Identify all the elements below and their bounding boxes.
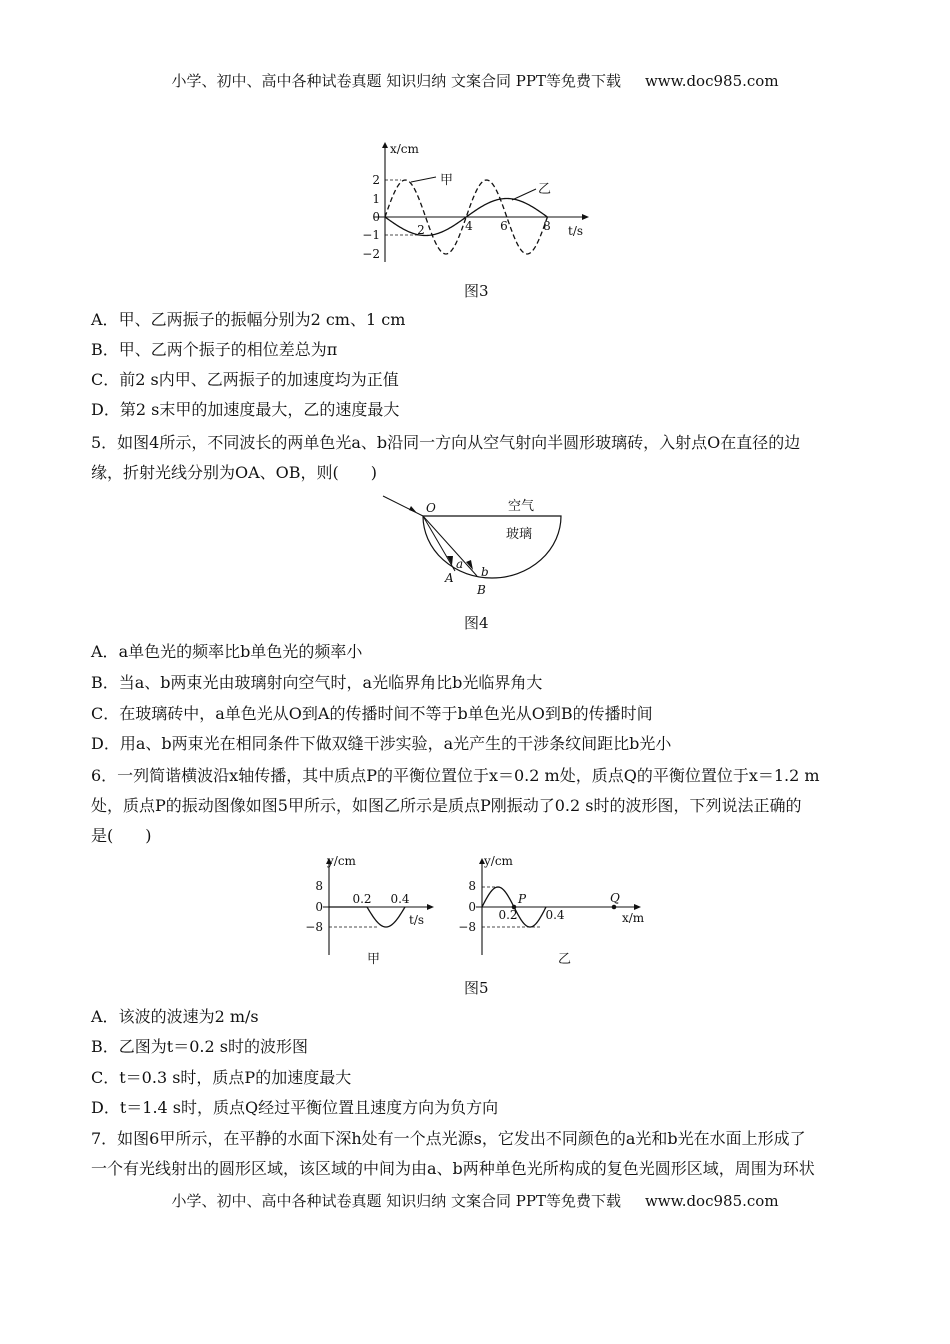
fig5l-x-label: t/s	[409, 913, 425, 927]
fig3-ytick-neg1: −1	[362, 228, 380, 242]
footer-text: 小学、初中、高中各种试卷真题 知识归纳 文案合同 PPT等免费下载	[171, 1192, 621, 1210]
fig5r-ytick-8: 8	[468, 879, 476, 893]
figure-3-caption: 图3	[464, 282, 489, 300]
fig5l-y-label: y/cm	[327, 854, 356, 868]
q6-option-c[interactable]: C．t＝0.3 s时，质点P的加速度最大	[91, 1068, 352, 1087]
fig5l-curve	[329, 907, 405, 927]
q4-option-b[interactable]: B．甲、乙两个振子的相位差总为π	[91, 340, 338, 359]
figure-3-chart	[360, 142, 600, 267]
fig5l-xtick-0.4: 0.4	[390, 892, 410, 906]
fig5l-ytick-8: 8	[315, 879, 323, 893]
q5-option-b[interactable]: B．当a、b两束光由玻璃射向空气时，a光临界角比b光临界角大	[91, 673, 543, 692]
fig3-xtick-2: 2	[417, 223, 425, 237]
fig3-jia-leader	[411, 177, 436, 182]
fig3-y-arrow	[382, 142, 388, 148]
fig3-xtick-4: 4	[465, 219, 473, 233]
q4-option-c[interactable]: C．前2 s内甲、乙两振子的加速度均为正值	[91, 370, 399, 389]
header-text: 小学、初中、高中各种试卷真题 知识归纳 文案合同 PPT等免费下载	[171, 72, 621, 90]
fig4-label-b: b	[481, 565, 489, 579]
fig3-x-arrow	[582, 214, 589, 220]
fig4-label-air: 空气	[508, 499, 535, 514]
fig5r-ytick-neg8: −8	[458, 920, 476, 934]
fig4-semicircle	[423, 516, 561, 578]
q5-option-a[interactable]: A．a单色光的频率比b单色光的频率小	[91, 642, 363, 661]
figure-4-caption: 图4	[464, 614, 489, 632]
fig4-label-o: O	[426, 501, 436, 515]
fig3-xtick-6: 6	[500, 219, 508, 233]
fig5l-ytick-0: 0	[315, 900, 323, 914]
fig3-ytick-0: 0	[372, 210, 380, 224]
q4-option-a[interactable]: A．甲、乙两振子的振幅分别为2 cm、1 cm	[91, 310, 406, 329]
fig3-yi-leader	[512, 189, 536, 200]
fig4-label-B: B	[477, 583, 486, 597]
q5-option-d[interactable]: D．用a、b两束光在相同条件下做双缝干涉实验，a光产生的干涉条纹间距比b光小	[91, 734, 672, 753]
q6-stem-line2: 处，质点P的振动图像如图5甲所示，如图乙所示是质点P刚振动了0.2 s时的波形图，下列说法正确的	[91, 796, 802, 815]
figure-5-right-chart	[458, 854, 652, 970]
q7-stem-line1: 7．如图6甲所示，在平静的水面下深h处有一个点光源s，它发出不同颜色的a光和b光在水面上形成了	[91, 1129, 806, 1148]
page-header	[0, 70, 950, 91]
figure-4-diagram	[375, 490, 575, 600]
fig5r-xtick-0.4: 0.4	[545, 908, 565, 922]
fig4-label-A: A	[445, 571, 454, 585]
q4-option-d[interactable]: D．第2 s末甲的加速度最大，乙的速度最大	[91, 400, 400, 419]
q6-stem-line1: 6．一列简谐横波沿x轴传播，其中质点P的平衡位置位于x＝0.2 m处，质点Q的平衡位置位于x＝1.2 m	[91, 766, 820, 785]
footer-url: www.doc985.com	[644, 1192, 779, 1210]
q6-option-a[interactable]: A．该波的波速为2 m/s	[91, 1007, 259, 1026]
fig3-ytick-neg2: −2	[362, 247, 380, 261]
fig4-ray-oa	[423, 516, 455, 571]
fig5r-x-label: x/m	[622, 911, 645, 925]
fig3-x-label: t/s	[568, 224, 584, 238]
fig5l-ytick-neg8: −8	[305, 920, 323, 934]
fig5r-xtick-0.2: 0.2	[498, 908, 518, 922]
figure-5-caption: 图5	[464, 979, 489, 997]
fig5r-label-q: Q	[610, 891, 620, 905]
figure-5-left-chart	[305, 855, 445, 970]
fig5r-label-p: P	[518, 892, 527, 906]
fig5r-sub-label: 乙	[558, 952, 572, 967]
fig4-label-glass: 玻璃	[506, 527, 533, 542]
fig4-incident-arrow	[409, 506, 417, 513]
fig3-label-jia: 甲	[440, 173, 454, 188]
fig3-label-yi: 乙	[538, 182, 552, 197]
fig5l-xtick-0.2: 0.2	[352, 892, 372, 906]
q5-option-c[interactable]: C．在玻璃砖中，a单色光从O到A的传播时间不等于b单色光从O到B的传播时间	[91, 704, 653, 723]
fig5l-x-arrow	[427, 904, 434, 910]
fig5r-ytick-0: 0	[468, 900, 476, 914]
q6-stem-line3: 是( )	[91, 826, 152, 845]
fig3-ytick-2: 2	[372, 173, 380, 187]
fig3-xtick-8: 8	[543, 219, 551, 233]
fig3-y-label: x/cm	[390, 142, 419, 156]
page-footer	[0, 1190, 950, 1211]
q7-stem-line2: 一个有光线射出的圆形区域，该区域的中间为由a、b两种单色光所构成的复色光圆形区域，周围为环状	[91, 1159, 815, 1178]
fig5r-y-label: y/cm	[484, 854, 513, 868]
q6-option-d[interactable]: D．t＝1.4 s时，质点Q经过平衡位置且速度方向为负方向	[91, 1098, 499, 1117]
q5-stem-line1: 5．如图4所示，不同波长的两单色光a、b沿同一方向从空气射向半圆形玻璃砖，入射点O在直径的边	[91, 433, 801, 452]
q6-option-b[interactable]: B．乙图为t＝0.2 s时的波形图	[91, 1037, 308, 1056]
fig5r-point-q	[612, 905, 617, 910]
fig4-label-a: a	[456, 557, 464, 571]
header-url: www.doc985.com	[644, 72, 779, 90]
fig3-ytick-1: 1	[372, 192, 380, 206]
fig5l-sub-label: 甲	[367, 952, 381, 967]
q5-stem-line2: 缘，折射光线分别为OA、OB，则( )	[91, 463, 378, 482]
fig5r-x-arrow	[634, 904, 641, 910]
